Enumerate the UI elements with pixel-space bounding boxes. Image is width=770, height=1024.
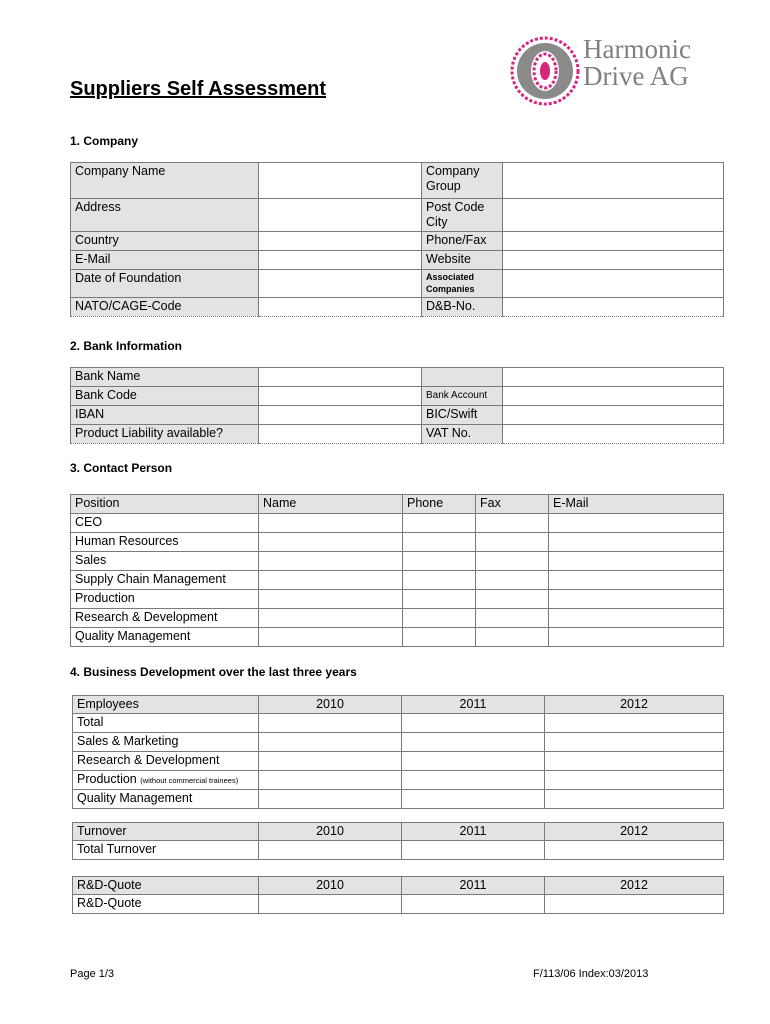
turnover-table xyxy=(72,822,724,860)
cell-input[interactable] xyxy=(476,533,549,552)
input-country[interactable] xyxy=(259,232,422,251)
cell-input[interactable] xyxy=(545,771,724,790)
input-company-group[interactable] xyxy=(503,163,724,199)
col-fax: Fax xyxy=(476,495,549,514)
cell-input[interactable] xyxy=(545,752,724,771)
row-label: Research & Development xyxy=(71,609,259,628)
cell-input[interactable] xyxy=(259,841,402,860)
cell-input[interactable] xyxy=(259,895,402,914)
table-header-row xyxy=(73,877,724,895)
table-row xyxy=(71,628,724,647)
table-row xyxy=(71,552,724,571)
cell-input[interactable] xyxy=(549,514,724,533)
cell-input[interactable] xyxy=(476,609,549,628)
table-row xyxy=(73,895,724,914)
bank-table xyxy=(70,367,724,444)
input-nato-cage-code[interactable] xyxy=(259,298,422,317)
cell-input[interactable] xyxy=(259,571,403,590)
cell-input[interactable] xyxy=(403,628,476,647)
table-row xyxy=(73,752,724,771)
cell-input[interactable] xyxy=(549,533,724,552)
table-row xyxy=(71,251,724,270)
table-row xyxy=(71,406,724,425)
cell-input[interactable] xyxy=(476,514,549,533)
harmonic-drive-logo-icon xyxy=(510,36,580,106)
input-email[interactable] xyxy=(259,251,422,270)
col-2011: 2011 xyxy=(402,696,545,714)
cell-input[interactable] xyxy=(476,628,549,647)
cell-input[interactable] xyxy=(402,752,545,771)
cell-input[interactable] xyxy=(402,714,545,733)
col-2011: 2011 xyxy=(402,877,545,895)
input-bank-name-2[interactable] xyxy=(503,368,724,387)
input-bank-name[interactable] xyxy=(259,368,422,387)
input-vat-no[interactable] xyxy=(503,425,724,444)
col-2011: 2011 xyxy=(402,823,545,841)
label-bank-code: Bank Code xyxy=(71,387,259,406)
input-address[interactable] xyxy=(259,199,422,232)
label-iban: IBAN xyxy=(71,406,259,425)
input-product-liability[interactable] xyxy=(259,425,422,444)
cell-input[interactable] xyxy=(259,714,402,733)
cell-input[interactable] xyxy=(545,841,724,860)
cell-input[interactable] xyxy=(549,590,724,609)
label-vat-no: VAT No. xyxy=(422,425,503,444)
cell-input[interactable] xyxy=(403,571,476,590)
input-website[interactable] xyxy=(503,251,724,270)
table-row xyxy=(71,425,724,444)
rnd-table xyxy=(72,876,724,914)
production-label: Production xyxy=(77,772,137,786)
cell-input[interactable] xyxy=(545,790,724,809)
table-row xyxy=(73,771,724,790)
cell-input[interactable] xyxy=(259,752,402,771)
input-dnb-no[interactable] xyxy=(503,298,724,317)
table-row xyxy=(71,533,724,552)
row-label: Quality Management xyxy=(73,790,259,809)
section-bank-heading: 2. Bank Information xyxy=(70,339,183,353)
label-date-of-foundation: Date of Foundation xyxy=(71,270,259,298)
table-row xyxy=(71,387,724,406)
col-2010: 2010 xyxy=(259,877,402,895)
input-iban[interactable] xyxy=(259,406,422,425)
label-bank-name: Bank Name xyxy=(71,368,259,387)
cell-input[interactable] xyxy=(402,733,545,752)
table-row xyxy=(71,298,724,317)
label-phone-fax: Phone/Fax xyxy=(422,232,503,251)
table-header-row xyxy=(73,696,724,714)
input-bank-code[interactable] xyxy=(259,387,422,406)
label-bic-swift: BIC/Swift xyxy=(422,406,503,425)
cell-input[interactable] xyxy=(549,552,724,571)
col-2012: 2012 xyxy=(545,877,724,895)
row-label-production xyxy=(73,771,259,790)
col-employees: Employees xyxy=(73,696,259,714)
cell-input[interactable] xyxy=(259,790,402,809)
row-label: Quality Management xyxy=(71,628,259,647)
cell-input[interactable] xyxy=(545,714,724,733)
cell-input[interactable] xyxy=(259,733,402,752)
label-post-code-city: Post Code City xyxy=(422,199,503,232)
label-company-name: Company Name xyxy=(71,163,259,199)
row-label: Sales xyxy=(71,552,259,571)
table-row xyxy=(73,714,724,733)
row-label: Production xyxy=(71,590,259,609)
cell-input[interactable] xyxy=(476,552,549,571)
cell-input[interactable] xyxy=(259,771,402,790)
cell-input[interactable] xyxy=(476,571,549,590)
table-row xyxy=(71,609,724,628)
page-title: Suppliers Self Assessment xyxy=(70,78,327,100)
col-name: Name xyxy=(259,495,403,514)
input-associated-companies[interactable] xyxy=(503,270,724,298)
footer-document-index: F/113/06 Index:03/2013 xyxy=(533,968,649,980)
cell-input[interactable] xyxy=(403,609,476,628)
col-rnd-quote: R&D-Quote xyxy=(73,877,259,895)
table-row xyxy=(71,368,724,387)
production-note: (without commercial trainees) xyxy=(140,776,239,785)
label-dnb-no: D&B-No. xyxy=(422,298,503,317)
contact-table xyxy=(70,494,724,647)
label-address: Address xyxy=(71,199,259,232)
logo-line1: Harmonic xyxy=(583,34,691,64)
table-row xyxy=(71,163,724,199)
col-phone: Phone xyxy=(403,495,476,514)
cell-input[interactable] xyxy=(549,609,724,628)
section-company-heading: 1. Company xyxy=(70,134,139,148)
table-row xyxy=(71,514,724,533)
input-company-name[interactable] xyxy=(259,163,422,199)
table-header-row xyxy=(73,823,724,841)
footer-page-number: Page 1/3 xyxy=(70,968,115,980)
table-row xyxy=(73,841,724,860)
col-position: Position xyxy=(71,495,259,514)
col-email: E-Mail xyxy=(549,495,724,514)
cell-input[interactable] xyxy=(549,628,724,647)
input-bic-swift[interactable] xyxy=(503,406,724,425)
cell-input[interactable] xyxy=(403,514,476,533)
table-row xyxy=(71,199,724,232)
cell-input[interactable] xyxy=(403,590,476,609)
employees-table xyxy=(72,695,724,809)
row-label: Total Turnover xyxy=(73,841,259,860)
label-nato-cage-code: NATO/CAGE-Code xyxy=(71,298,259,317)
section-business-heading: 4. Business Development over the last three years xyxy=(70,665,357,679)
row-label: R&D-Quote xyxy=(73,895,259,914)
label-company-group: Company Group xyxy=(422,163,503,199)
row-label: Sales & Marketing xyxy=(73,733,259,752)
table-row xyxy=(73,790,724,809)
row-label: Research & Development xyxy=(73,752,259,771)
cell-input[interactable] xyxy=(259,514,403,533)
table-row xyxy=(71,232,724,251)
table-row xyxy=(71,270,724,298)
cell-input[interactable] xyxy=(549,571,724,590)
cell-input[interactable] xyxy=(259,590,403,609)
cell-input[interactable] xyxy=(545,895,724,914)
row-label: CEO xyxy=(71,514,259,533)
input-date-of-foundation[interactable] xyxy=(259,270,422,298)
label-website: Website xyxy=(422,251,503,270)
section-contact-heading: 3. Contact Person xyxy=(70,461,173,475)
cell-input[interactable] xyxy=(259,533,403,552)
label-bank-account: Bank Account xyxy=(422,387,503,406)
cell-input[interactable] xyxy=(403,552,476,571)
logo-line2: Drive AG xyxy=(583,61,689,91)
table-row xyxy=(73,733,724,752)
cell-input[interactable] xyxy=(402,895,545,914)
label-associated-companies: Associated Companies xyxy=(422,270,503,298)
col-turnover: Turnover xyxy=(73,823,259,841)
col-2010: 2010 xyxy=(259,823,402,841)
cell-input[interactable] xyxy=(259,552,403,571)
label-product-liability: Product Liability available? xyxy=(71,425,259,444)
table-header-row xyxy=(71,495,724,514)
col-2012: 2012 xyxy=(545,823,724,841)
logo-text xyxy=(583,36,691,90)
cell-input[interactable] xyxy=(476,590,549,609)
col-2010: 2010 xyxy=(259,696,402,714)
row-label: Supply Chain Management xyxy=(71,571,259,590)
row-label: Total xyxy=(73,714,259,733)
company-table xyxy=(70,162,724,317)
cell-input[interactable] xyxy=(259,628,403,647)
input-phone-fax[interactable] xyxy=(503,232,724,251)
input-bank-account[interactable] xyxy=(503,387,724,406)
table-row xyxy=(71,571,724,590)
input-post-code-city[interactable] xyxy=(503,199,724,232)
label-email: E-Mail xyxy=(71,251,259,270)
cell-input[interactable] xyxy=(259,609,403,628)
cell-input[interactable] xyxy=(403,533,476,552)
cell-input[interactable] xyxy=(402,790,545,809)
table-row xyxy=(71,590,724,609)
col-2012: 2012 xyxy=(545,696,724,714)
cell-input[interactable] xyxy=(402,771,545,790)
cell-input[interactable] xyxy=(402,841,545,860)
row-label: Human Resources xyxy=(71,533,259,552)
label-bank-name-blank xyxy=(422,368,503,387)
cell-input[interactable] xyxy=(545,733,724,752)
label-country: Country xyxy=(71,232,259,251)
